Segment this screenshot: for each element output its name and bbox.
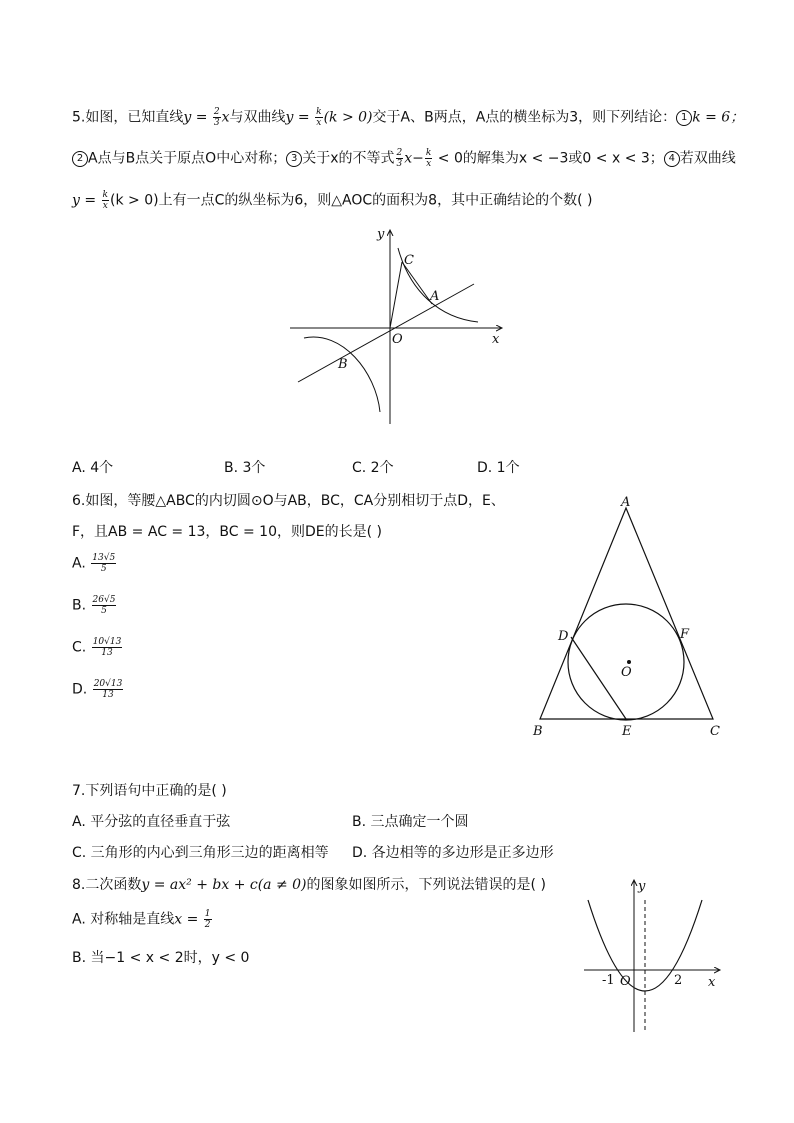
segment-ca [402, 262, 432, 304]
segment-oc [390, 262, 402, 328]
q8-option-b[interactable]: B. 当−1 < x < 2时，y < 0 [72, 950, 250, 966]
label-e: E [622, 724, 632, 739]
q8-stem [72, 875, 546, 895]
fraction: $\frac{26√5}{5}$ [92, 595, 116, 616]
label-a: A [430, 289, 440, 304]
incircle [568, 604, 684, 720]
q7-option-b[interactable]: B. 三点确定一个圆 [352, 814, 469, 830]
q5-option-a[interactable]: A. 4个 [72, 460, 114, 476]
circled-number: 4 [664, 151, 680, 167]
q5-eq: x− [404, 150, 424, 167]
label-c: C [404, 253, 414, 268]
q7-stem: 7.下列语句中正确的是( ) [72, 783, 227, 799]
fraction: $\frac{k}{x}$ [425, 148, 432, 169]
fraction: $\frac{2}{3}$ [396, 148, 403, 169]
label-o: O [620, 974, 631, 989]
q5-hyperbola-figure [280, 222, 510, 432]
q5-number: 5. [72, 109, 86, 126]
circled-number: 2 [72, 151, 88, 167]
q8-text: 的图象如图所示，下列说法错误的是( ) [306, 877, 546, 893]
label-d: D [558, 629, 569, 644]
option-letter: C. [72, 639, 87, 656]
q5-line-2 [72, 148, 736, 169]
fraction: $\frac{1}{2}$ [204, 909, 211, 930]
q8-text: 8.二次函数 [72, 877, 142, 893]
label-a: A [621, 495, 631, 510]
q7-option-d[interactable]: D. 各边相等的多边形是正多边形 [352, 845, 554, 861]
q5-text: < 0的解集为x < −3或0 < x < 3； [433, 150, 664, 167]
q8-eq: x = [174, 911, 203, 928]
label-y: y [638, 879, 646, 894]
option-letter: D. [72, 681, 88, 698]
q5-text: 若双曲线 [679, 150, 736, 167]
label-x: x [492, 332, 500, 347]
fraction: $\frac{k}{x}$ [102, 190, 109, 211]
q5-eq: x [221, 109, 230, 126]
q5-text: 交于A、B两点，A点的横坐标为3，则下列结论： [372, 109, 677, 126]
q5-text: 如图，已知直线 [85, 109, 184, 126]
label-b: B [338, 357, 348, 372]
q6-line-1: 6.如图，等腰△ABC的内切圆⊙O与AB，BC，CA分别相切于点D，E、 [72, 493, 505, 509]
q5-line-1 [72, 107, 744, 128]
option-letter: B. [72, 597, 87, 614]
option-letter: A. [72, 555, 86, 572]
q7-option-a[interactable]: A. 平分弦的直径垂直于弦 [72, 814, 231, 830]
label-y: y [377, 227, 385, 242]
q8-text: A. 对称轴是直线 [72, 911, 175, 928]
fraction: $\frac{20√13}{13}$ [93, 679, 123, 700]
label-2: 2 [674, 973, 683, 988]
q7-option-c[interactable]: C. 三角形的内心到三角形三边的距离相等 [72, 845, 329, 861]
q5-text: A点与B点关于原点O中心对称； [88, 150, 287, 167]
q6-option-c[interactable] [72, 637, 123, 658]
label-c: C [710, 724, 720, 739]
q5-eq: y = [183, 109, 212, 126]
q6-option-a[interactable] [72, 553, 117, 574]
line-y-2/3x [298, 284, 474, 382]
q8-option-a[interactable] [72, 909, 213, 930]
q5-option-c[interactable]: C. 2个 [352, 460, 394, 476]
fraction: $\frac{2}{3}$ [213, 107, 220, 128]
hyperbola-branch-3 [304, 337, 380, 412]
label-o: O [621, 665, 632, 680]
q5-eq: k = 6； [692, 109, 745, 126]
fraction: $\frac{k}{x}$ [316, 107, 322, 128]
fraction: $\frac{10√13}{13}$ [92, 637, 122, 658]
q5-option-d[interactable]: D. 1个 [477, 460, 520, 476]
fraction: $\frac{13√5}{5}$ [92, 553, 116, 574]
label-f: F [680, 627, 690, 642]
circled-number: 1 [676, 110, 692, 126]
q5-text: 与双曲线 [229, 109, 286, 126]
label-neg1: -1 [602, 973, 615, 988]
q5-text: 关于x的不等式 [302, 150, 395, 167]
circled-number: 3 [286, 151, 302, 167]
q5-option-b[interactable]: B. 3个 [224, 460, 266, 476]
center-point [627, 660, 631, 664]
q6-option-d[interactable] [72, 679, 124, 700]
q5-eq: y = [285, 109, 315, 126]
q6-triangle-incircle-figure [525, 490, 725, 742]
label-b: B [533, 724, 543, 739]
q5-eq: y = [72, 192, 101, 209]
q5-line-3 [72, 190, 592, 211]
label-o: O [392, 332, 403, 347]
segment-de [571, 637, 626, 719]
triangle-abc [540, 508, 713, 719]
q8-eq: y = ax² + bx + c(a ≠ 0) [141, 877, 307, 893]
q8-parabola-figure [578, 872, 728, 1037]
label-x: x [708, 975, 716, 990]
q5-eq: (k > 0) [323, 109, 373, 126]
q6-option-b[interactable] [72, 595, 117, 616]
q5-text: (k > 0)上有一点C的纵坐标为6，则△AOC的面积为8，其中正确结论的个数( ) [110, 192, 593, 209]
q6-line-2: F，且AB = AC = 13，BC = 10，则DE的长是( ) [72, 524, 382, 540]
